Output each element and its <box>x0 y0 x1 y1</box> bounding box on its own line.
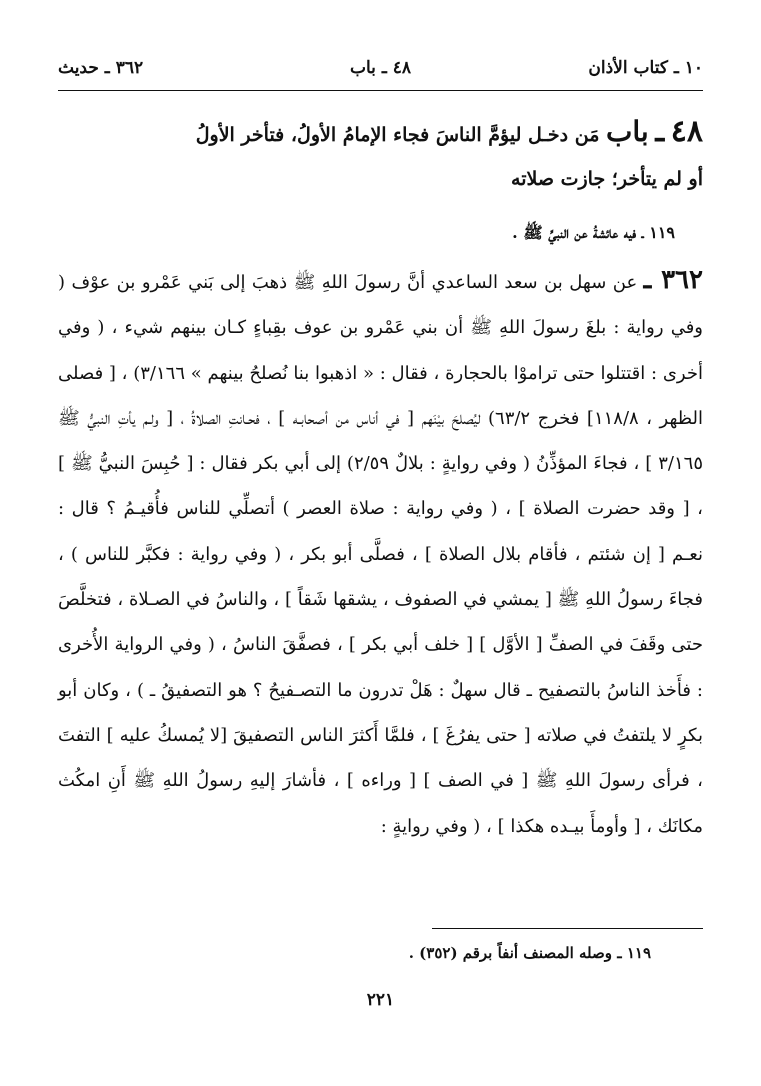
chapter-word: باب <box>606 115 649 148</box>
page-number: ٢٢١ <box>366 990 395 1010</box>
chapter-heading <box>58 110 703 201</box>
chapter-title-line-2: أو لم يتأخر؛ جازت صلاته <box>511 168 703 190</box>
hadith-number: ٣٦٢ ـ <box>643 265 703 295</box>
chapter-dash: ـ <box>655 114 665 149</box>
footnote-divider <box>432 928 703 929</box>
running-header <box>58 58 703 84</box>
hadith-text: عن سهل بن سعد الساعدي أنَّ رسولَ اللهِ ﷺ ذهبَ إلى بَني عَمْرو بن عوْف ( وفي رواية : بلغَ رسولَ اللهِ ﷺ أن بني عَمْرو بن عوف بقِباءٍ كـان بينهم شيء ، ( وفي أخرى : اقتتلوا حتى تراموْا بالحجارة ، فقال : « اذهبوا بنا نُصلحُ بينهم » ٣/١٦٦) ، [ فصلى الظهر ، ١١٨/٨] فخرج ٦٣/٢) ليُصلحَ بيْنَهم [ في أناس من أصحابـه ] ، فحـانتِ الصلاةُ ، [ ولـم يأتِ النبيُّ ﷺ ٣/١٦٥ ] ، فجاءَ المؤذِّنُ ( وفي روايةٍ : بلالٌ ٢/٥٩) إلى أبي بكر فقال : [ حُبِسَ النبيُّ ﷺ ] ، [ وقد حضرت الصلاة ] ، ( وفي رواية : صلاة العصر ) أتصلِّي للناس فأُقيـمُ ؟ قال : نعـم [ إن شئتم ، فأقام بلال الصلاة ] ، فصلَّى أبو بكر ، ( وفي رواية : فكبَّر للناس ) ، فجاءَ رسولُ اللهِ ﷺ [ يمشي في الصفوف ، يشقها شَقاً ] ، والناسُ في الصـلاة ، فتخلَّصَ حتى وقَفَ في الصفِّ [ الأوَّل ] [ خلف أبي بكر ] ، فصفَّقَ الناسُ ، ( وفي الرواية الأُخرى : فأَخذ الناسُ بالتصفيح ـ قال سهلٌ : هَلْ تدرون ما التصـفيحُ ؟ هو التصفيقُ ـ ) ، وكان أبو بكرٍ لا يلتفتُ في صلاته [ حتى يفرُغَ ] ، فلمَّا أَكثرَ الناس التصفيقَ [لا يُمسكُ عليه ] التفتَ ، فرأى رسولَ اللهِ ﷺ [ في الصف ] [ وراءه ] ، فأشارَ إليهِ رسولُ اللهِ ﷺ أَنِ امكُث مكانَك ، [ وأومأَ بيـده هكذا ] ، ( وفي روايةٍ : <box>58 272 704 837</box>
chapter-title-text: مَن دخـل ليؤمَّ الناسَ فجاء الإمامُ الأولُ، فتأخر الأولُ <box>195 124 600 146</box>
chapter-number: ٤٨ <box>670 114 703 149</box>
header-divider <box>58 90 703 91</box>
header-chapter: ٤٨ ـ باب <box>350 58 411 78</box>
header-hadith-number: ٣٦٢ ـ حديث <box>58 58 144 78</box>
hadith-body <box>58 258 703 849</box>
chapter-title-line-1 <box>58 110 703 157</box>
footnote-reference-line: ١١٩ ـ فيه عائشةُ عن النبيِّ ﷺ . <box>512 223 675 242</box>
header-book-title: ١٠ ـ كتاب الأذان <box>588 58 703 78</box>
footnote-text: ١١٩ ـ وصله المصنف أنفاً برقم (٣٥٢) . <box>408 944 651 962</box>
